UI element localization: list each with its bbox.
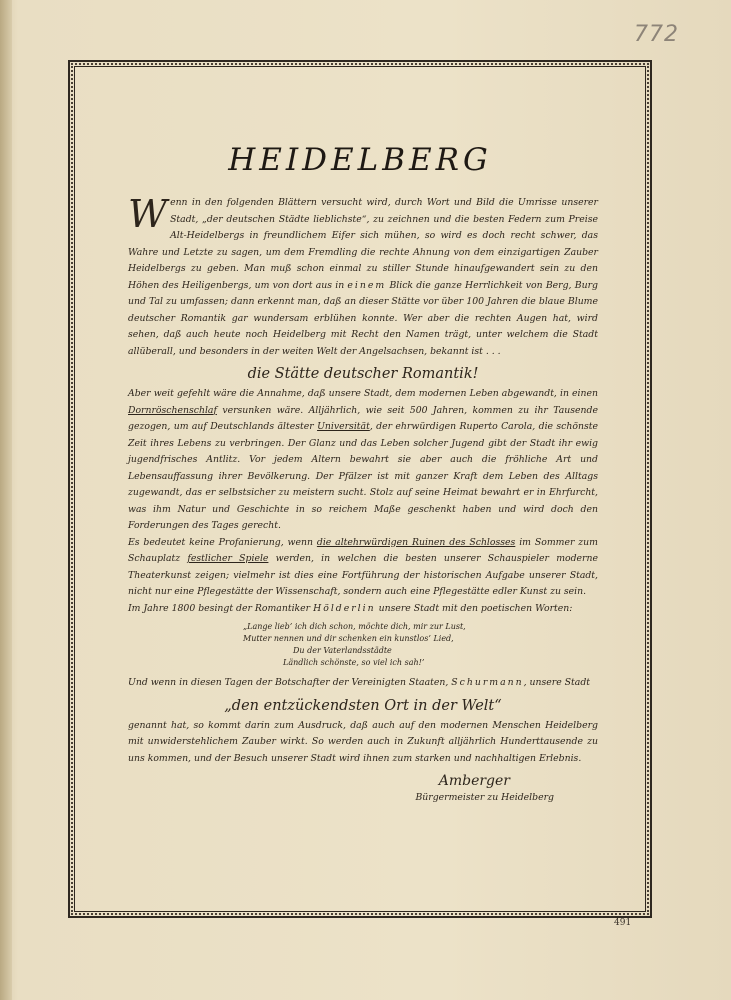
paragraph-festival (128, 535, 598, 601)
page-number: 491 (614, 918, 632, 928)
text-segment: , unsere Stadt (523, 677, 591, 688)
paragraph-modern-life (128, 386, 598, 535)
drop-cap: W (128, 192, 168, 236)
text-segment: Aber weit gefehlt wäre die Annahme, daß unsere Stadt, dem modernen Leben abgewandt, in einen (128, 388, 598, 399)
underlined-dornroeschenschlaf: Dornröschenschlaf (128, 404, 217, 416)
underlined-ruinen: die altehrwürdigen Ruinen des Schlosses (316, 536, 516, 548)
text-segment: versunken wäre. Alljährlich, wie seit 500 Jahren, kommen zu ihr Tausende gezogen, um auf Deutschlands ältester (128, 404, 598, 432)
poem-line: „Lange lieb’ ich dich schon, möchte dich, mir zur Lust, (243, 622, 466, 631)
underlined-spiele: festlicher Spiele (187, 553, 269, 564)
intro-text-end: Blick die ganze Herrlichkeit von Berg, Burg und Tal zu umfassen; dann erkennt man, daß an dieser Stätte vor über 100 Jahren die blaue Blume deutscher Romantik gar wundersam erblühen konnte. Wer aber die rechten Augen hat, wird sehen, daß auch heute noch Heidelberg mit Recht den Namen trägt, unter welchem die Stadt allüberall, und besonders in der weiten Welt der Angelsachsen, bekannt ist . . . (128, 279, 598, 357)
signature-name: Amberger (438, 773, 510, 789)
text-segment: Im Jahre 1800 besingt der Romantiker (128, 602, 311, 614)
binding-shadow (0, 0, 12, 1000)
poem-quote (243, 621, 598, 669)
spaced-schurmann: Schurmann (451, 677, 524, 688)
text-segment: Es bedeutet keine Profanierung, wenn (128, 536, 313, 548)
text-segment: im Sommer zum Schauplatz (128, 536, 598, 564)
spaced-word: einem (347, 279, 387, 291)
intro-text: enn in den folgenden Blättern versucht wird, durch Wort und Bild die Umrisse unserer Stadt, „der deutschen Städte lieblichste“, zu zeichnen und die besten Federn zum Preise Alt-Heidelbergs in freundlichem Eifer sich mühen, so wird es doch recht schwer, das Wahre und Letzte zu sagen, um dem Fremdling die rechte Ahnung von dem einzigartigen Zauber Heidelbergs zu geben. Man muß schon einmal zu stiller Stunde hinaufgewandert sein zu den Höhen des Heiligenbergs, um von dort aus in (128, 197, 598, 291)
poem-line: Ländlich schönste, so viel ich sah!’ (283, 658, 425, 667)
signature-role: Bürgermeister zu Heidelberg (415, 792, 554, 803)
text-segment: unsere Stadt mit den poetischen Worten: (378, 602, 573, 614)
text-segment: werden, in welchen die besten unserer Schauspieler moderne Theaterkunst zeigen; vielmehr ist dies eine Fortführung der historischen Aufgabe unserer Stadt, nicht nur eine Pflegestätte der Wissenschaft, sondern auch eine Pflegestätte edler Kunst zu sein. (128, 553, 598, 597)
paragraph-closing: genannt hat, so kommt darin zum Ausdruck, daß auch auf den modernen Menschen Heidelberg mit unwiderstehlichem Zauber wirkt. So werden auch in Zukunft alljährlich Hunderttausende zu uns kommen, und der Besuch unserer Stadt wird ihnen zum starken und nachhaltigen Erlebnis. (128, 719, 598, 764)
poem-line: Du der Vaterlandsstädte (293, 646, 392, 655)
poem-line: Mutter nennen und dir schenken ein kunstlos’ Lied, (243, 634, 454, 643)
margin-note: 772 (634, 22, 679, 47)
text-segment: Und wenn in diesen Tagen der Botschafter der Vereinigten Staaten, (128, 677, 449, 688)
text-segment: , der ehrwürdigen Ruperto Carola, die schönste Zeit ihres Lebens zu verbringen. Der Glanz und das Leben solcher Jugend gibt der Stadt ihr ewig jugendfrisches Antlitz. Vor jedem Altern bewahrt sie aber auch die fröhliche Art und Lebensauffassung ihrer Bevölkerung. Der Pfälzer ist mit ganzer Kraft dem Leben des Alltags zugewandt, das er selbstsicher zu meistern sucht. Stolz auf seine Heimat bewahrt er in Ehrfurcht, was ihm Natur und Geschichte in so reichem Maße geschenkt haben und wird doch den Forderungen des Tages gerecht. (128, 421, 598, 531)
letter-body (128, 192, 598, 805)
heading-quote: „den entzückendsten Ort in der Welt“ (224, 697, 502, 714)
heading-romantik: die Stätte deutscher Romantik! (247, 366, 479, 382)
underlined-universitaet: Universität (317, 421, 370, 432)
document-title: HEIDELBERG (228, 142, 492, 178)
paragraph-ambassador (128, 675, 598, 692)
paragraph-intro (128, 192, 598, 360)
spaced-hoelderlin: Hölderlin (313, 602, 376, 614)
paragraph-hoelderlin (128, 601, 598, 618)
